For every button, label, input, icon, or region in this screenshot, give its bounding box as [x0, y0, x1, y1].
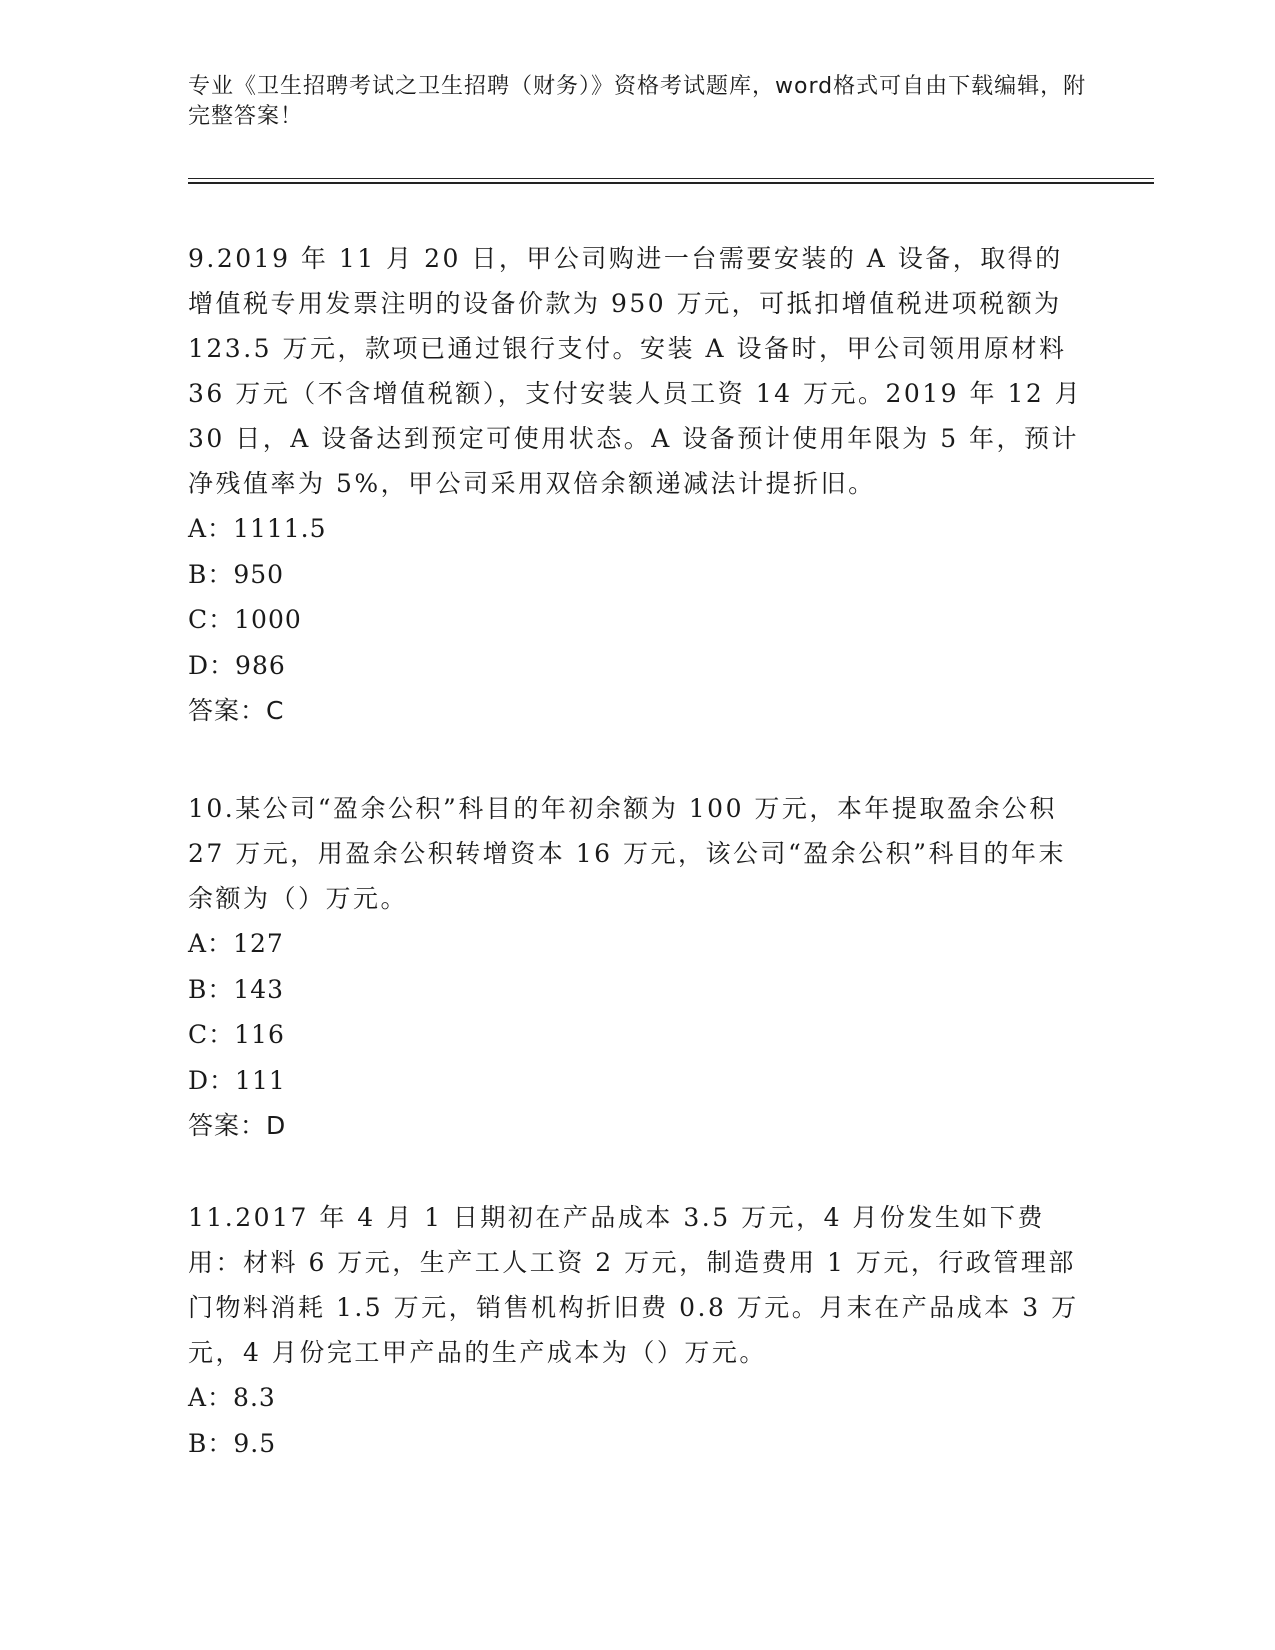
option-b: B：9.5 [188, 1428, 277, 1458]
question-11 [188, 1195, 1088, 1466]
option-a: A：127 [188, 929, 284, 958]
option-d: D：986 [188, 650, 286, 680]
answer: 答案：C [188, 696, 285, 725]
question-9 [188, 236, 1088, 733]
header-divider-thin [188, 178, 1154, 179]
question-stem: 9.2019 年 11 月 20 日，甲公司购进一台需要安装的 A 设备，取得的增值税专用发票注明的设备价款为 950 万元，可抵扣增值税进项税额为 123.5 万元，款项已通过银行支付。安装 A 设备时，甲公司领用原材料 36 万元（不含增值税额），支付安装人员工资 14 万元。2019 年 12 月 30 日，A 设备达到预定可使用状态。A 设备预计使用年限为 5 年，预计净残值率为 5%，甲公司采用双倍余额递减法计提折旧。 [188, 244, 1083, 498]
option-b: B：143 [188, 974, 285, 1004]
question-stem: 10.某公司“盈余公积”科目的年初余额为 100 万元，本年提取盈余公积 27 万元，用盈余公积转增资本 16 万元，该公司“盈余公积”科目的年末余额为（）万元。 [188, 794, 1067, 913]
answer: 答案：D [188, 1111, 287, 1140]
question-10 [188, 786, 1088, 1148]
question-stem: 11.2017 年 4 月 1 日期初在产品成本 3.5 万元，4 月份发生如下费用：材料 6 万元，生产工人工资 2 万元，制造费用 1 万元，行政管理部门物料消耗 1.5 万元，销售机构折旧费 0.8 万元。月末在产品成本 3 万元，4 月份完工甲产品的生产成本为（）万元。 [188, 1203, 1079, 1367]
option-b: B：950 [188, 559, 285, 589]
option-a: A：1111.5 [188, 514, 327, 543]
option-a: A：8.3 [188, 1383, 276, 1412]
header-title: 专业《卫生招聘考试之卫生招聘（财务）》资格考试题库，word格式可自由下载编辑，附完整答案！ [188, 74, 1087, 129]
option-c: C：1000 [188, 605, 302, 634]
header-divider-thick [188, 182, 1154, 184]
option-d: D：111 [188, 1065, 286, 1095]
option-c: C：116 [188, 1020, 285, 1049]
page-header [188, 72, 1088, 132]
